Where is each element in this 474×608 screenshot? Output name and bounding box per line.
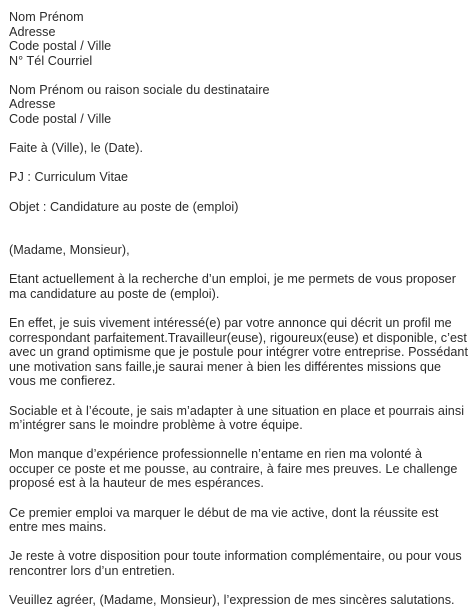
- paragraph-line: m’intégrer sans le moindre problème à votre équipe.: [9, 418, 303, 433]
- paragraph-line: En effet, je suis vivement intéressé(e) par votre annonce qui décrit un profil me: [9, 316, 452, 331]
- paragraph-line: Etant actuellement à la recherche d’un emploi, je me permets de vous proposer: [9, 272, 456, 287]
- paragraph-experience: [9, 447, 466, 491]
- attachment-line: PJ : Curriculum Vitae: [9, 170, 129, 185]
- recipient-postal-city: Code postal / Ville: [9, 111, 112, 126]
- paragraph-line: une motivation sans faille,je saurai mener à bien les différentes missions que: [9, 359, 442, 374]
- spacer: [9, 491, 466, 506]
- sender-block: [9, 10, 466, 68]
- sender-postal-city: Code postal / Ville: [9, 39, 112, 53]
- paragraph-motivation: [9, 316, 469, 389]
- recipient-address: Adresse: [9, 97, 56, 112]
- sender-phone-email: N° Tél Courriel: [9, 53, 93, 68]
- spacer: [9, 578, 466, 593]
- paragraph-closing: [9, 593, 466, 608]
- paragraph-sociable: [9, 404, 466, 433]
- recipient-block: [9, 83, 466, 127]
- paragraph-intro: [9, 272, 466, 301]
- paragraph-first-job: [9, 506, 466, 535]
- paragraph-line: Sociable et à l’écoute, je sais m’adapter à une situation en place et pourrais ainsi: [9, 403, 465, 418]
- paragraph-line: Je reste à votre disposition pour toute information complémentaire, ou pour vous: [9, 549, 462, 564]
- paragraph-line: Veuillez agréer, (Madame, Monsieur), l’expression de mes sincères salutations.: [9, 593, 455, 608]
- spacer: [9, 156, 466, 171]
- spacer: [9, 389, 466, 404]
- paragraph-line: avec un grand optimisme que je postule pour intégrer votre entreprise. Possédant: [9, 345, 469, 360]
- paragraph-line: ma candidature au poste de (emploi).: [9, 286, 220, 301]
- spacer: [9, 126, 466, 141]
- spacer: [9, 301, 466, 316]
- paragraph-line: vous me confierez.: [9, 374, 116, 389]
- place-date: Faite à (Ville), le (Date).: [9, 141, 144, 156]
- paragraph-line: Mon manque d’expérience professionnelle n’entame en rien ma volonté à: [9, 447, 422, 462]
- sender-address: Adresse: [9, 24, 56, 39]
- paragraph-line: Ce premier emploi va marquer le début de ma vie active, dont la réussite est: [9, 505, 439, 520]
- paragraph-line: occuper ce poste et me pousse, au contraire, à faire mes preuves. Le challenge: [9, 461, 458, 476]
- paragraph-line: proposé est à la hauteur de mes espérances.: [9, 476, 264, 491]
- sender-name: Nom Prénom: [9, 10, 84, 24]
- paragraph-line: entre mes mains.: [9, 520, 107, 535]
- recipient-name: Nom Prénom ou raison sociale du destinataire: [9, 82, 270, 97]
- spacer: [9, 185, 466, 200]
- spacer: [9, 433, 466, 448]
- spacer: [9, 535, 466, 550]
- paragraph-line: correspondant parfaitement.Travailleur(euse), rigoureux(euse) et disponible, c’est: [9, 330, 467, 345]
- subject-line: Objet : Candidature au poste de (emploi): [9, 199, 239, 214]
- spacer: [9, 258, 466, 273]
- salutation: (Madame, Monsieur),: [9, 243, 130, 258]
- paragraph-line: rencontrer lors d’un entretien.: [9, 563, 176, 578]
- spacer: [9, 68, 466, 83]
- paragraph-availability: [9, 549, 466, 578]
- spacer: [9, 214, 466, 243]
